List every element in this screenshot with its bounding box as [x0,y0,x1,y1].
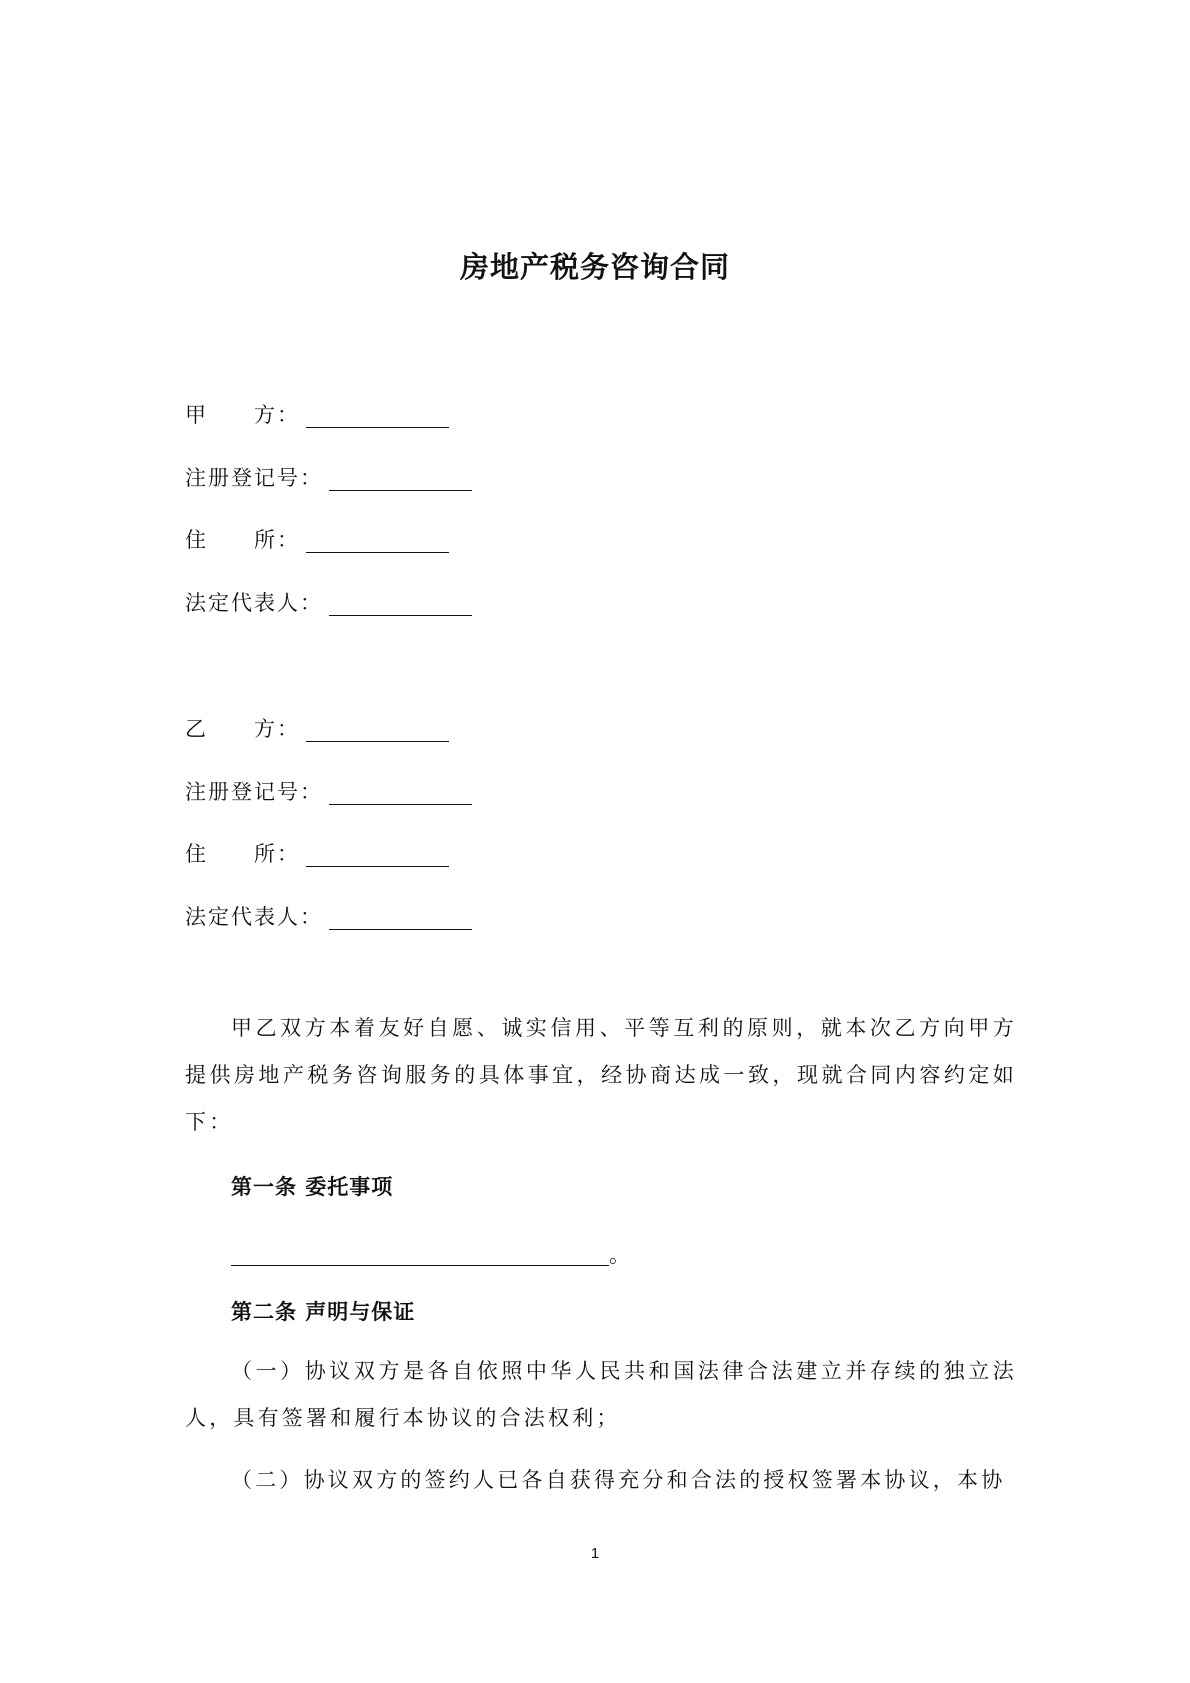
party-a-reg-label: 注册登记号： [185,466,323,490]
party-b-name-field [185,714,449,744]
party-a-reg-blank[interactable] [329,468,472,491]
article-1-blank[interactable] [231,1243,609,1266]
party-a-rep-field [185,588,472,618]
party-a-address-label: 住 所： [185,528,300,552]
page-number: 1 [590,1545,600,1562]
party-b-rep-field [185,902,472,932]
party-a-name-blank[interactable] [306,405,449,428]
party-a-address-blank[interactable] [306,530,449,553]
party-b-name-blank[interactable] [306,719,449,742]
party-b-address-field [185,839,449,869]
party-b-rep-blank[interactable] [329,907,472,930]
preamble-paragraph: 甲乙双方本着友好自愿、诚实信用、平等互利的原则，就本次乙方向甲方提供房地产税务咨询服务的具体事宜，经协商达成一致，现就合同内容约定如下： [185,1016,1017,1134]
party-b-reg-label: 注册登记号： [185,780,323,804]
article-1-heading: 第一条 委托事项 [231,1174,394,1199]
party-b-reg-field [185,777,472,807]
party-a-rep-label: 法定代表人： [185,591,323,615]
party-a-address-field [185,525,449,555]
party-a-name-label: 甲 方： [185,403,300,427]
party-b-address-blank[interactable] [306,844,449,867]
page-title: 房地产税务咨询合同 [459,250,730,284]
party-b-rep-label: 法定代表人： [185,905,323,929]
party-a-name-field [185,400,449,430]
party-a-rep-blank[interactable] [329,593,472,616]
article-2-clause-2: （二）协议双方的签约人已各自获得充分和合法的授权签署本协议，本协 [231,1468,1006,1492]
article-2-clause-1: （一）协议双方是各自依照中华人民共和国法律合法建立并存续的独立法人，具有签署和履行本协议的合法权利； [185,1359,1017,1430]
party-b-reg-blank[interactable] [329,782,472,805]
party-a-reg-field [185,463,472,493]
party-b-name-label: 乙 方： [185,717,300,741]
article-2-heading: 第二条 声明与保证 [231,1299,416,1324]
article-1-period: 。 [609,1243,630,1267]
party-b-address-label: 住 所： [185,842,300,866]
article-1-fill-line [231,1240,630,1270]
